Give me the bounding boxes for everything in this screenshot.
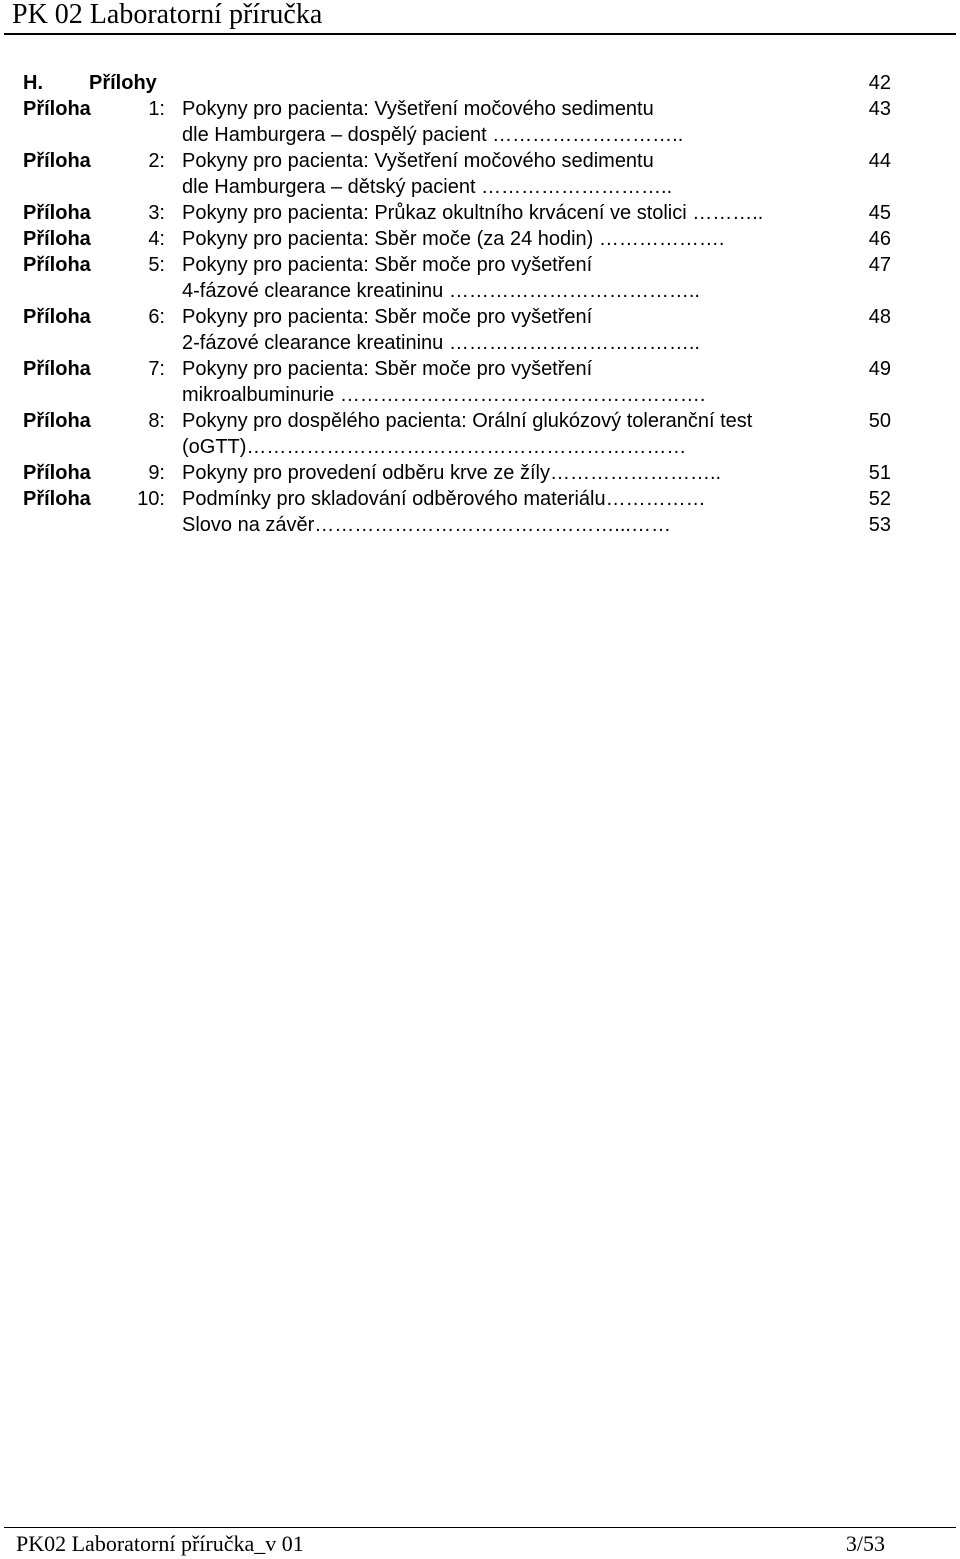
toc-entry-title-line: Pokyny pro pacienta: Vyšetření močového sedimentu <box>182 150 654 172</box>
toc-entry-number: 1: <box>148 98 165 120</box>
toc-entry-title-line: 4-fázové clearance kreatininu ……………………………….. <box>182 280 700 302</box>
toc-entry <box>23 304 891 356</box>
toc-entry-title-line: Pokyny pro pacienta: Sběr moče pro vyšetření <box>182 254 593 276</box>
toc-entry-page: 53 <box>868 514 891 536</box>
toc-entry-title-line: Slovo na závěr………………………………………...…… <box>182 514 671 536</box>
toc-entry <box>23 512 891 538</box>
toc-entry-title-line: Podmínky pro skladování odběrového materiálu…………… <box>182 488 706 510</box>
toc-entry-page: 44 <box>868 150 891 172</box>
toc-entry-title-line: Pokyny pro pacienta: Vyšetření močového sedimentu <box>182 98 654 120</box>
toc-entry-label: Příloha <box>23 410 91 432</box>
toc-section-label: H. <box>23 72 43 94</box>
toc-entry-title-line: (oGTT)………………………………………………………… <box>182 436 687 458</box>
toc-entry-number: 7: <box>148 358 165 380</box>
toc-entry <box>23 226 891 252</box>
toc-section-title: Přílohy <box>89 72 157 94</box>
toc-entry <box>23 96 891 148</box>
header-divider <box>4 33 956 35</box>
toc-entry-title-line: Pokyny pro dospělého pacienta: Orální glukózový toleranční test <box>182 410 753 432</box>
toc-entry-title-line: Pokyny pro pacienta: Sběr moče pro vyšetření <box>182 358 593 380</box>
footer-divider <box>4 1527 956 1528</box>
toc-entry-title-line: Pokyny pro pacienta: Průkaz okultního krvácení ve stolici ……….. <box>182 202 764 224</box>
toc-entry-label: Příloha <box>23 202 91 224</box>
toc-entry-number: 3: <box>148 202 165 224</box>
toc-entries <box>23 96 891 538</box>
toc-entry-page: 51 <box>868 462 891 484</box>
toc-entry-number: 9: <box>148 462 165 484</box>
toc-entry-title-line: Pokyny pro provedení odběru krve ze žíly…………………….. <box>182 462 722 484</box>
toc-entry-title-line: Pokyny pro pacienta: Sběr moče (za 24 hodin) ………………. <box>182 228 725 250</box>
toc-entry <box>23 486 891 512</box>
toc-entry-page: 46 <box>868 228 891 250</box>
table-of-contents <box>23 70 891 538</box>
toc-entry-label: Příloha <box>23 98 91 120</box>
toc-entry-label: Příloha <box>23 228 91 250</box>
toc-entry-number: 4: <box>148 228 165 250</box>
toc-section-page: 42 <box>868 72 891 94</box>
toc-entry-title-line: Pokyny pro pacienta: Sběr moče pro vyšetření <box>182 306 593 328</box>
toc-entry-label: Příloha <box>23 358 91 380</box>
toc-entry-title-line: mikroalbuminurie ………………………………………………. <box>182 384 706 406</box>
toc-entry-page: 52 <box>868 488 891 510</box>
toc-entry-page: 47 <box>868 254 891 276</box>
toc-entry-number: 8: <box>148 410 165 432</box>
toc-entry-label: Příloha <box>23 488 91 510</box>
footer-page-number: 3/53 <box>845 1531 885 1556</box>
toc-entry-page: 49 <box>868 358 891 380</box>
toc-entry-label: Příloha <box>23 150 91 172</box>
toc-entry-page: 48 <box>868 306 891 328</box>
toc-entry <box>23 252 891 304</box>
toc-entry-number: 6: <box>148 306 165 328</box>
toc-entry-title-line: 2-fázové clearance kreatininu ……………………………….. <box>182 332 700 354</box>
toc-entry <box>23 200 891 226</box>
toc-entry-page: 43 <box>868 98 891 120</box>
toc-entry-label: Příloha <box>23 462 91 484</box>
toc-entry <box>23 460 891 486</box>
toc-entry-number: 5: <box>148 254 165 276</box>
toc-entry-label: Příloha <box>23 306 91 328</box>
toc-entry-title-line: dle Hamburgera – dětský pacient ……………………….. <box>182 176 673 198</box>
toc-section-row <box>23 70 891 96</box>
toc-entry <box>23 356 891 408</box>
toc-entry <box>23 148 891 200</box>
toc-entry-label: Příloha <box>23 254 91 276</box>
footer-document-name: PK02 Laboratorní příručka_v 01 <box>16 1531 304 1556</box>
toc-entry-page: 50 <box>868 410 891 432</box>
toc-entry-page: 45 <box>868 202 891 224</box>
toc-entry-title-line: dle Hamburgera – dospělý pacient ……………………….. <box>182 124 684 146</box>
page-header-title: PK 02 Laboratorní příručka <box>12 0 323 30</box>
toc-entry-number: 10: <box>137 488 165 510</box>
toc-entry <box>23 408 891 460</box>
toc-entry-number: 2: <box>148 150 165 172</box>
